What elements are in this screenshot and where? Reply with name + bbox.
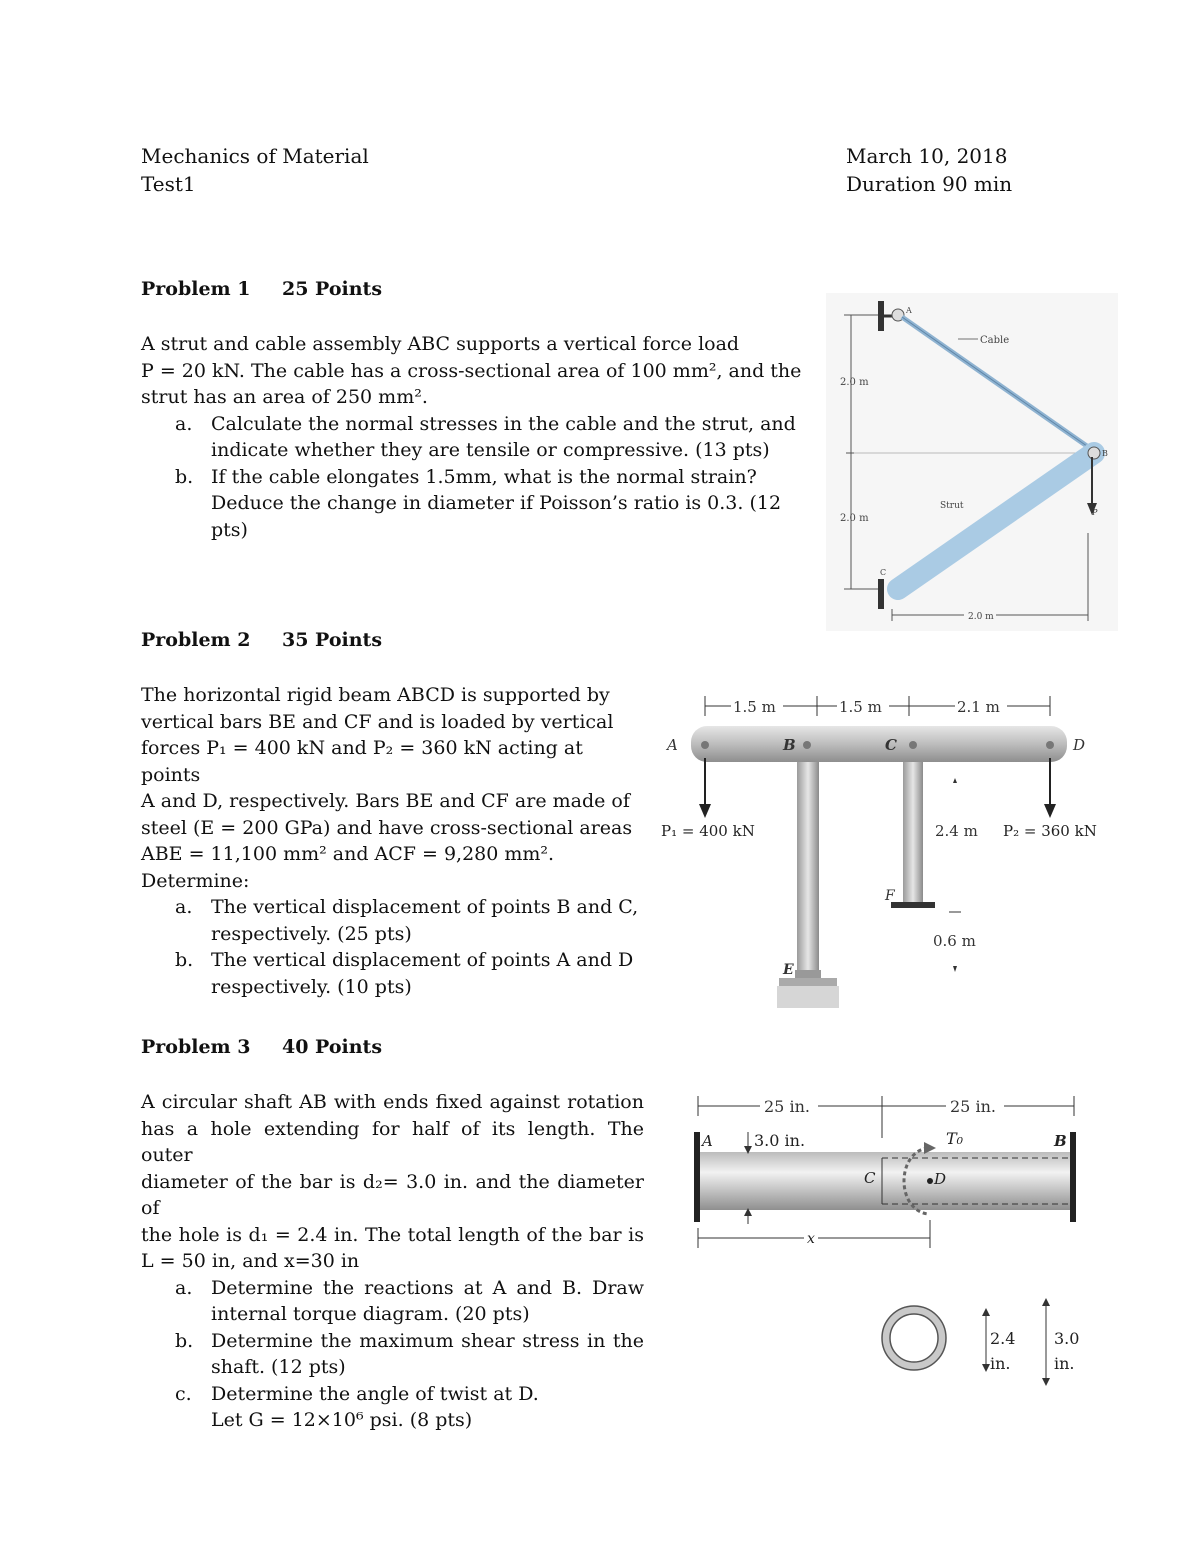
problem1-body — [141, 331, 821, 543]
problem3-text-line: L = 50 in, and x=30 in — [141, 1250, 360, 1272]
problem1-text-line: strut has an area of 250 mm². — [141, 386, 428, 408]
shaft-figure — [688, 1088, 1093, 1398]
header-left — [141, 142, 369, 198]
x-dim-label: x — [807, 1231, 815, 1247]
dim-horizontal-label: 2.0 m — [968, 612, 994, 622]
problem2-text-line: vertical bars BE and CF and is loaded by vertical — [141, 710, 614, 733]
shaft-point-a: A — [702, 1132, 713, 1150]
problem3-item-c: c. Determine the angle of twist at D. Let G = 12×10⁶ psi. (8 pts) — [175, 1382, 539, 1431]
strut-label: Strut — [940, 501, 964, 511]
problem2-text-line: A and D, respectively. Bars BE and CF are made of — [141, 790, 630, 812]
height-06-label: 0.6 m — [933, 932, 976, 950]
problem1-heading — [141, 278, 382, 300]
problem2-item-a: a. The vertical displacement of points B and C, respectively. (25 pts) — [175, 896, 639, 945]
bar-point-f: F — [885, 888, 895, 904]
problem3-text-line: the hole is d₁ = 2.4 in. The total length of the bar is — [141, 1223, 644, 1246]
outer-diameter-label: 3.0 in. — [754, 1131, 806, 1150]
test-date: March 10, 2018 — [846, 144, 1008, 168]
strut-cable-figure — [826, 293, 1118, 631]
problem1-item-b: b. If the cable elongates 1.5mm, what is the normal strain? Deduce the change in diameter if Poisson’s ratio is 0.3. (12 pts) — [175, 465, 782, 541]
dim-bottom-label: 2.0 m — [840, 513, 869, 524]
problem2-text-line: ABE = 11,100 mm² and ACF = 9,280 mm². — [141, 843, 555, 865]
rigid-beam-figure — [655, 688, 1105, 1018]
problem2-points: 35 Points — [282, 629, 383, 651]
dim-bc-label: 1.5 m — [839, 698, 882, 716]
load-p1-label: P₁ = 400 kN — [661, 822, 755, 840]
course-title: Mechanics of Material — [141, 144, 369, 168]
point-b-label: B — [1102, 449, 1108, 458]
length1-label: 25 in. — [764, 1097, 810, 1116]
problem2-item-b: b. The vertical displacement of points A and D respectively. (10 pts) — [175, 949, 634, 998]
problem3-item-a: a. Determine the reactions at A and B. Draw internal torque diagram. (20 pts) — [175, 1276, 644, 1325]
dim-ab-label: 1.5 m — [733, 698, 776, 716]
load-p-label: P — [1092, 508, 1098, 517]
cable-label: Cable — [980, 335, 1010, 346]
problem1-text-line: A strut and cable assembly ABC supports a vertical force load — [141, 333, 740, 355]
inner-diameter-value: 2.4 — [990, 1329, 1016, 1348]
problem3-body — [141, 1089, 644, 1434]
problem2-text-line: forces P₁ = 400 kN and P₂ = 360 kN acting at points — [141, 737, 583, 786]
problem2-title: Problem 2 — [141, 629, 251, 651]
height-24-label: 2.4 m — [935, 822, 978, 840]
length2-label: 25 in. — [950, 1097, 996, 1116]
problem1-title: Problem 1 — [141, 278, 251, 300]
problem3-heading — [141, 1036, 382, 1058]
problem1-text-line: P = 20 kN. The cable has a cross-sectional area of 100 mm², and the — [141, 359, 802, 382]
dim-top-label: 2.0 m — [840, 377, 869, 388]
point-c-label: C — [880, 568, 887, 577]
problem2-text-line: The horizontal rigid beam ABCD is supported by — [141, 684, 610, 706]
outer-diameter-value: 3.0 — [1054, 1329, 1080, 1348]
problem3-points: 40 Points — [282, 1036, 383, 1058]
problem2-body — [141, 682, 641, 1000]
load-p2-label: P₂ = 360 kN — [1003, 822, 1097, 840]
test-duration: Duration 90 min — [846, 172, 1013, 196]
bar-point-e: E — [783, 962, 794, 978]
header-right — [846, 142, 1012, 198]
shaft-point-c: C — [864, 1169, 876, 1187]
problem2-text-line: Determine: — [141, 869, 250, 892]
problem1-points: 25 Points — [282, 278, 383, 300]
problem3-text-line: diameter of the bar is d₂= 3.0 in. and the diameter of — [141, 1170, 644, 1219]
beam-point-b: B — [783, 736, 796, 754]
problem1-item-a: a. Calculate the normal stresses in the cable and the strut, and indicate whether they are tensile or compressive. (13 pts) — [175, 412, 796, 461]
problem3-text-line: A circular shaft AB with ends fixed against rotation — [141, 1091, 644, 1113]
problem3-item-b: b. Determine the maximum shear stress in the shaft. (12 pts) — [175, 1329, 644, 1378]
outer-diameter-unit: in. — [1054, 1354, 1075, 1373]
beam-point-c: C — [885, 736, 897, 754]
problem3-text-line: has a hole extending for half of its length. The outer — [141, 1117, 644, 1166]
problem3-title: Problem 3 — [141, 1036, 251, 1058]
shaft-point-d: D — [934, 1170, 947, 1188]
torque-t0-label: T₀ — [946, 1129, 964, 1148]
point-a-label: A — [906, 306, 912, 315]
dim-cd-label: 2.1 m — [957, 698, 1000, 716]
problem2-heading — [141, 629, 382, 651]
problem2-text-line: steel (E = 200 GPa) and have cross-sectional areas — [141, 816, 633, 839]
test-name: Test1 — [141, 172, 196, 196]
shaft-point-b: B — [1054, 1132, 1067, 1150]
inner-diameter-unit: in. — [990, 1354, 1011, 1373]
beam-point-d: D — [1073, 736, 1086, 754]
beam-point-a: A — [667, 736, 678, 754]
